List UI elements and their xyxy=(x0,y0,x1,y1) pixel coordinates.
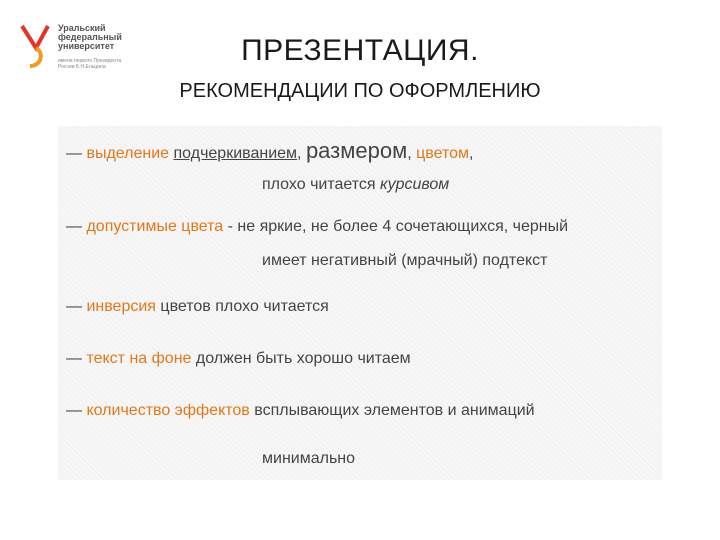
item-text: имеет негативный (мрачный) подтекст xyxy=(262,252,548,269)
page-subtitle: РЕКОМЕНДАЦИИ ПО ОФОРМЛЕНИЮ xyxy=(179,80,541,102)
list-item xyxy=(66,402,535,420)
item-highlight: текст на фоне xyxy=(86,350,192,367)
list-item-continuation xyxy=(262,450,355,468)
list-item-continuation xyxy=(262,252,547,270)
item-text: всплывающих элементов и анимаций xyxy=(254,402,535,419)
item-text: цветов плохо читается xyxy=(160,298,329,315)
list-item xyxy=(66,350,411,368)
item-dash: — xyxy=(66,350,82,367)
item-text: - не яркие, не более 4 сочетающихся, черный xyxy=(227,218,569,235)
item-dash: — xyxy=(66,402,82,419)
item-text: должен быть хорошо читаем xyxy=(195,350,411,367)
logo-line: университет xyxy=(58,41,115,51)
item-comma: , xyxy=(469,145,474,162)
list-item xyxy=(66,138,473,164)
item-size-example: размером xyxy=(305,138,408,163)
page-title: ПРЕЗЕНТАЦИЯ. xyxy=(241,34,479,67)
logo-line: Уральский xyxy=(58,23,106,33)
item-italic-example: курсивом xyxy=(380,176,450,193)
logo-line: федеральный xyxy=(58,32,122,42)
list-item xyxy=(66,298,329,316)
logo-sub-line: имени первого Президента xyxy=(58,58,122,64)
item-text: минимально xyxy=(262,450,356,467)
item-highlight: выделение xyxy=(86,145,170,162)
item-comma: , xyxy=(407,145,412,162)
list-item xyxy=(66,218,568,236)
item-highlight: инверсия xyxy=(86,298,156,315)
item-underline-example: подчеркиванием xyxy=(173,145,298,162)
list-item-continuation xyxy=(262,176,449,194)
item-dash: — xyxy=(66,298,82,315)
item-text: плохо читается xyxy=(262,176,376,193)
item-dash: — xyxy=(66,145,82,162)
item-dash: — xyxy=(66,218,82,235)
logo-sub-line: России Б.Н.Ельцина xyxy=(58,64,106,70)
item-color-example: цветом xyxy=(416,145,470,162)
content-panel xyxy=(58,126,662,480)
item-highlight: количество эффектов xyxy=(86,402,250,419)
item-comma: , xyxy=(297,145,302,162)
item-highlight: допустимые цвета xyxy=(86,218,224,235)
